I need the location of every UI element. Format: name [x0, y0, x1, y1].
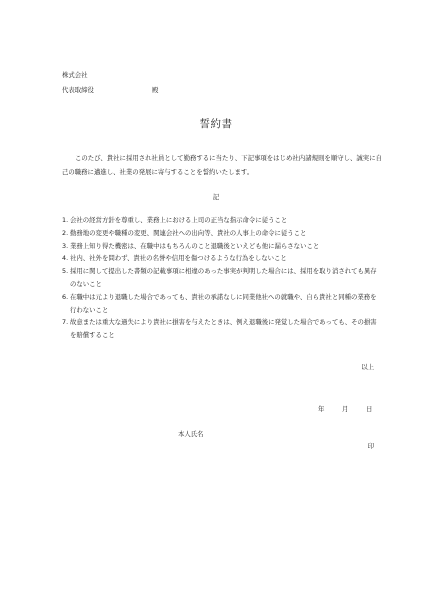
list-item: [62, 214, 382, 227]
item-text: 会社の経営方針を尊重し、業務上における上司の正当な指示命令に従うこと: [70, 216, 288, 224]
item-number: 7.: [62, 318, 69, 327]
list-item: [62, 291, 382, 317]
item-text: 社内、社外を問わず、貴社の名誉や信用を傷つけるような行為をしないこと: [70, 254, 287, 263]
item-text: 在職中は元より退職した場合であっても、貴社の承諾なしに同業他社への就職や、自ら貴社と同種の業務を行わないこと: [70, 292, 377, 314]
item-number: 2.: [62, 228, 69, 237]
addressee-company: 株式会社: [62, 71, 88, 79]
list-item: [62, 316, 382, 342]
list-item: [62, 227, 382, 240]
seal-mark: 印: [367, 442, 374, 450]
signature-name-label: 本人氏名: [178, 430, 204, 438]
item-number: 1.: [62, 216, 69, 224]
addressee-rep-title: 代表取締役: [62, 86, 94, 94]
item-text: 故意または重大な過失により貴社に損害を与えたときは、例え退職後に発覚した場合であっても、その損害を賠償すること: [70, 318, 377, 340]
date-day-label: 日: [366, 405, 373, 413]
date-year-label: 年: [318, 405, 325, 413]
date-month-label: 月: [342, 405, 349, 413]
list-item: [62, 265, 382, 291]
document-title: 誓約書: [199, 118, 233, 130]
item-number: 5.: [62, 267, 69, 276]
list-item: [62, 240, 382, 253]
addressee-honorific: 殿: [152, 86, 159, 94]
item-text: 勤務地の変更や職種の変更、関連会社への出向等、貴社の人事上の命令に従うこと: [70, 228, 307, 237]
ki-heading: 記: [212, 193, 220, 201]
item-text: 採用に関して提出した書類の記載事項に相違のあった事実が判明した場合には、採用を取り消されても異存のないこと: [70, 267, 377, 288]
item-number: 4.: [62, 254, 69, 263]
intro-paragraph: このたび、貴社に採用され社員として勤務するに当たり、下記事項をはじめ社内諸規則を順守し、誠実に自己の職務に邁進し、社業の発展に寄与することを誓約いたします。: [62, 154, 382, 176]
item-number: 3.: [62, 241, 69, 250]
item-text: 業務上知り得た機密は、在職中はもちろんのこと退職後といえども他に漏らさないこと: [70, 241, 320, 250]
pledge-list: [62, 214, 382, 342]
closing-ijo: 以上: [361, 363, 374, 371]
item-number: 6.: [62, 292, 69, 301]
list-item: [62, 252, 382, 265]
